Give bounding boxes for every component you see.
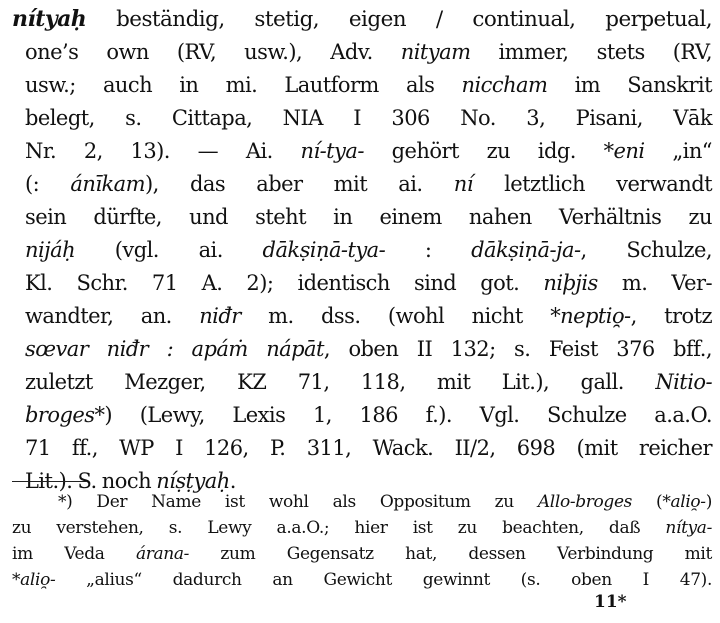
text-run: (: <box>25 172 71 196</box>
entry-line <box>12 267 712 300</box>
text-run: *) (Lewy, Lexis 1, 186 f.). Vgl. Schulze a.a.O. <box>94 403 712 427</box>
italic-term: níṣṭyaḥ <box>156 469 230 493</box>
text-run: (vgl. ai. <box>75 238 263 262</box>
text-run: im Veda <box>12 544 136 564</box>
text-run: m. Ver- <box>597 271 712 295</box>
italic-term: nítya- <box>665 518 712 538</box>
text-run: Kl. Schr. 71 A. 2); identisch sind got. <box>25 271 544 295</box>
italic-term: Allo-broges <box>537 492 633 512</box>
text-run: ) <box>705 492 712 512</box>
italic-term: broges <box>25 403 95 427</box>
italic-term: *neptio̯- <box>550 304 631 328</box>
text-run: letztlich verwandt <box>472 172 713 196</box>
entry-line <box>12 69 712 102</box>
text-run: 71 ff., WP I 126, P. 311, Wack. II/2, 698 (mit reicher <box>25 436 712 460</box>
signature-mark: 11* <box>594 592 627 612</box>
footnote <box>12 489 712 593</box>
italic-term: nityam <box>400 40 471 64</box>
entry-line <box>12 168 712 201</box>
text-run: wandter, an. <box>25 304 200 328</box>
text-run: ), das aber mit ai. <box>145 172 454 196</box>
italic-term: dākṣiṇā-ja- <box>471 238 581 262</box>
text-run: beständig, stetig, eigen / continual, perpetual, <box>116 7 712 32</box>
italic-term: árana- <box>135 544 190 564</box>
text-run: belegt, s. Cittapa, NIA I 306 No. 3, Pisani, Vāk <box>25 106 712 130</box>
entry-line <box>12 432 712 465</box>
entry-line <box>12 366 712 399</box>
text-run: im Sanskrit <box>547 73 712 97</box>
italic-term: ánīkam <box>70 172 145 196</box>
text-run: , Schulze, <box>580 238 712 262</box>
text-run: zuletzt Mezger, KZ 71, 118, mit Lit.), gall. <box>25 370 656 394</box>
italic-term: *alio̯- <box>12 570 56 590</box>
italic-term: ní-tya- <box>300 139 364 163</box>
text-run: one’s own (RV, usw.), Adv. <box>25 40 401 64</box>
italic-term: dākṣiṇā-tya- <box>262 238 386 262</box>
dictionary-entry <box>12 3 712 498</box>
text-run: , oben II 132; s. Feist 376 bff., <box>323 337 712 361</box>
italic-term: Nitio- <box>655 370 712 394</box>
text-run: zu verstehen, s. Lewy a.a.O.; hier ist zu beachten, daß <box>12 518 666 538</box>
footnote-line <box>12 541 712 567</box>
italic-term: niþjis <box>543 271 598 295</box>
text-run: sein dürfte, und steht in einem nahen Verhältnis zu <box>25 205 712 229</box>
entry-line <box>12 399 712 432</box>
entry-line <box>12 234 712 267</box>
entry-line <box>12 135 712 168</box>
entry-line <box>12 3 712 36</box>
text-run: usw.; auch in mi. Lautform als <box>25 73 462 97</box>
footnote-line <box>12 489 712 515</box>
text-run: „in“ <box>644 139 712 163</box>
text-run: *) Der Name ist wohl als Oppositum zu <box>58 492 538 512</box>
text-run: ( <box>632 492 663 512</box>
italic-term: nijáḥ <box>25 238 76 262</box>
text-run: immer, stets (RV, <box>470 40 712 64</box>
text-run: Nr. 2, 13). — Ai. <box>25 139 301 163</box>
italic-term: sœvar niđr : apáṁ nápāt <box>25 337 324 361</box>
text-run: gehört zu idg. <box>363 139 604 163</box>
footnote-line <box>12 515 712 541</box>
text-run: „alius“ dadurch an Gewicht gewinnt (s. oben I 47). <box>55 570 712 590</box>
text-run: , trotz <box>630 304 712 328</box>
italic-term: ní <box>453 172 473 196</box>
text-run: : <box>385 238 472 262</box>
entry-line-text <box>116 7 712 32</box>
headword: nítyaḥ <box>12 6 87 32</box>
text-run: Lit.). S. noch <box>25 469 157 493</box>
text-run: . <box>229 469 236 493</box>
italic-term: niccham <box>461 73 548 97</box>
entry-line <box>12 333 712 366</box>
footnote-divider <box>12 481 87 482</box>
entry-line <box>12 300 712 333</box>
text-run: zum Gegensatz hat, dessen Verbindung mit <box>189 544 712 564</box>
text-run: m. dss. (wohl nicht <box>240 304 551 328</box>
entry-line <box>12 36 712 69</box>
italic-term: niđr <box>199 304 241 328</box>
entry-line <box>12 102 712 135</box>
italic-term: *alio̯- <box>662 492 706 512</box>
italic-term: *eni <box>603 139 645 163</box>
entry-line <box>12 201 712 234</box>
